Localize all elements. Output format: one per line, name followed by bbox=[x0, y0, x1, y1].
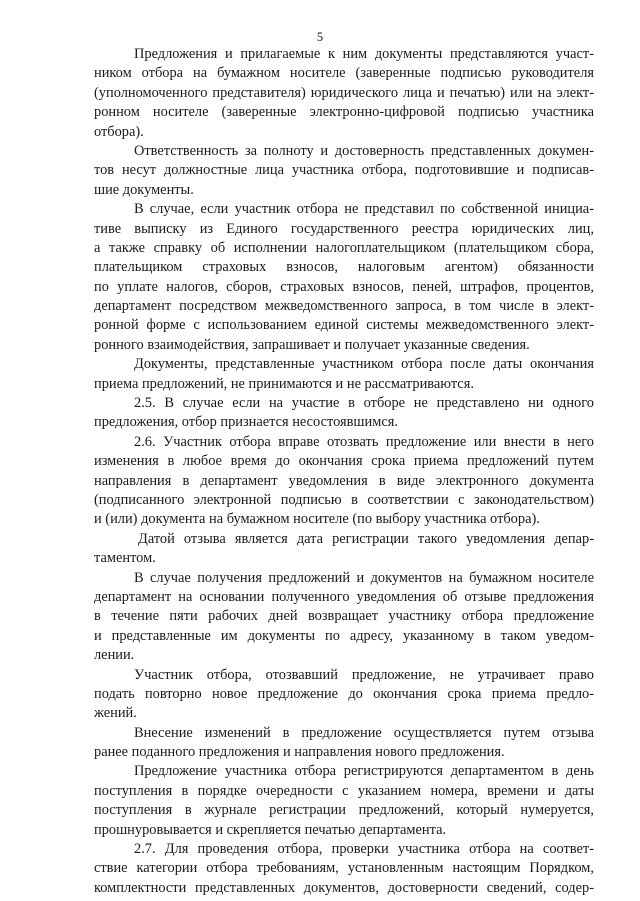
text-line: Участник отбора, отозвавший предложение, не утрачивает право bbox=[134, 666, 594, 683]
text-line: Предложения и прилагаемые к ним документы представляются участ- bbox=[134, 46, 594, 62]
text-line: Ответственность за полноту и достоверность представленных докумен- bbox=[134, 142, 594, 159]
text-line: прошнуровывается и скрепляется печатью департамента. bbox=[94, 821, 447, 838]
text-line: 2.6. Участник отбора вправе отозвать предложение или внести в него bbox=[134, 433, 594, 450]
text-line: В случае, если участник отбора не представил по собственной инициа- bbox=[134, 201, 594, 218]
text-line: тов несут должностные лица участника отбора, подготовившие и подписав- bbox=[94, 162, 594, 179]
text-line: жений. bbox=[94, 705, 137, 722]
text-line: шие документы. bbox=[94, 181, 194, 198]
text-line: В случае получения предложений и документов на бумажном носителе bbox=[134, 569, 594, 586]
text-line: изменения в любое время до окончания срока приема предложений путем bbox=[94, 453, 594, 470]
text-line: ствие категории отбора требованиям, установленным настоящим Порядком, bbox=[94, 860, 594, 877]
text-line: поступления в порядке очередности с указанием номера, времени и даты bbox=[94, 782, 594, 799]
text-line: ронной форме с использованием единой системы межведомственного элект- bbox=[94, 317, 594, 334]
page-number: 5 bbox=[316, 30, 324, 44]
text-line: Предложение участника отбора регистрируются департаментом в день bbox=[134, 763, 594, 780]
text-line: в течение пяти рабочих дней возвращает участнику отбора предложение bbox=[94, 608, 594, 625]
text-line: Документы, представленные участником отбора после даты окончания bbox=[134, 356, 594, 373]
text-line: лении. bbox=[94, 647, 135, 664]
document-body bbox=[94, 45, 594, 898]
text-line: (уполномоченного представителя) юридического лица и печатью) или на элект- bbox=[94, 84, 594, 101]
text-line: отбора). bbox=[94, 123, 144, 140]
text-line: ронном носителе (заверенные электронно-цифровой подписью участника bbox=[94, 104, 594, 121]
text-line: по уплате налогов, сборов, страховых взносов, пеней, штрафов, процентов, bbox=[94, 278, 594, 295]
text-line: комплектности представленных документов, достоверности сведений, содер- bbox=[94, 879, 594, 896]
text-line: департамент на основании полученного уведомления об отзыве предложения bbox=[94, 588, 594, 605]
text-line: предложения, отбор признается несостоявшимся. bbox=[94, 414, 398, 431]
text-line: (подписанного электронной подписью в соответствии с законодательством) bbox=[94, 491, 594, 508]
text-line: приема предложений, не принимаются и не рассматриваются. bbox=[94, 375, 474, 392]
text-line: направления в департамент уведомления в виде электронного документа bbox=[94, 472, 594, 489]
text-line: и представленные им документы по адресу, указанному в таком уведом- bbox=[94, 627, 594, 644]
text-line: таментом. bbox=[94, 550, 156, 567]
text-line: Внесение изменений в предложение осуществляется путем отзыва bbox=[134, 724, 594, 741]
text-line: ником отбора на бумажном носителе (заверенные подписью руководителя bbox=[94, 65, 594, 82]
text-line: поступления в журнале регистрации предложений, который нумеруется, bbox=[94, 802, 594, 819]
text-line: и (или) документа на бумажном носителе (по выбору участника отбора). bbox=[94, 511, 540, 528]
text-line: подать повторно новое предложение до окончания срока приема предло- bbox=[94, 685, 594, 702]
text-line: 2.5. В случае если на участие в отборе не представлено ни одного bbox=[134, 395, 594, 412]
text-line: ронного взаимодействия, запрашивает и получает указанные сведения. bbox=[94, 336, 530, 353]
text-line: плательщиком страховых взносов, налоговым агентом) обязанности bbox=[94, 259, 594, 276]
text-line: Датой отзыва является дата регистрации такого уведомления депар- bbox=[138, 530, 594, 547]
text-line: а также справку об исполнении налогоплательщиком (плательщиком сбора, bbox=[94, 239, 594, 256]
text-line: тиве выписку из Единого государственного реестра юридических лиц, bbox=[94, 220, 594, 237]
text-line: департамент посредством межведомственного запроса, в том числе в элект- bbox=[94, 298, 594, 315]
text-line: ранее поданного предложения и направления нового предложения. bbox=[94, 744, 505, 761]
text-line: 2.7. Для проведения отбора, проверки участника отбора на соответ- bbox=[134, 841, 594, 858]
